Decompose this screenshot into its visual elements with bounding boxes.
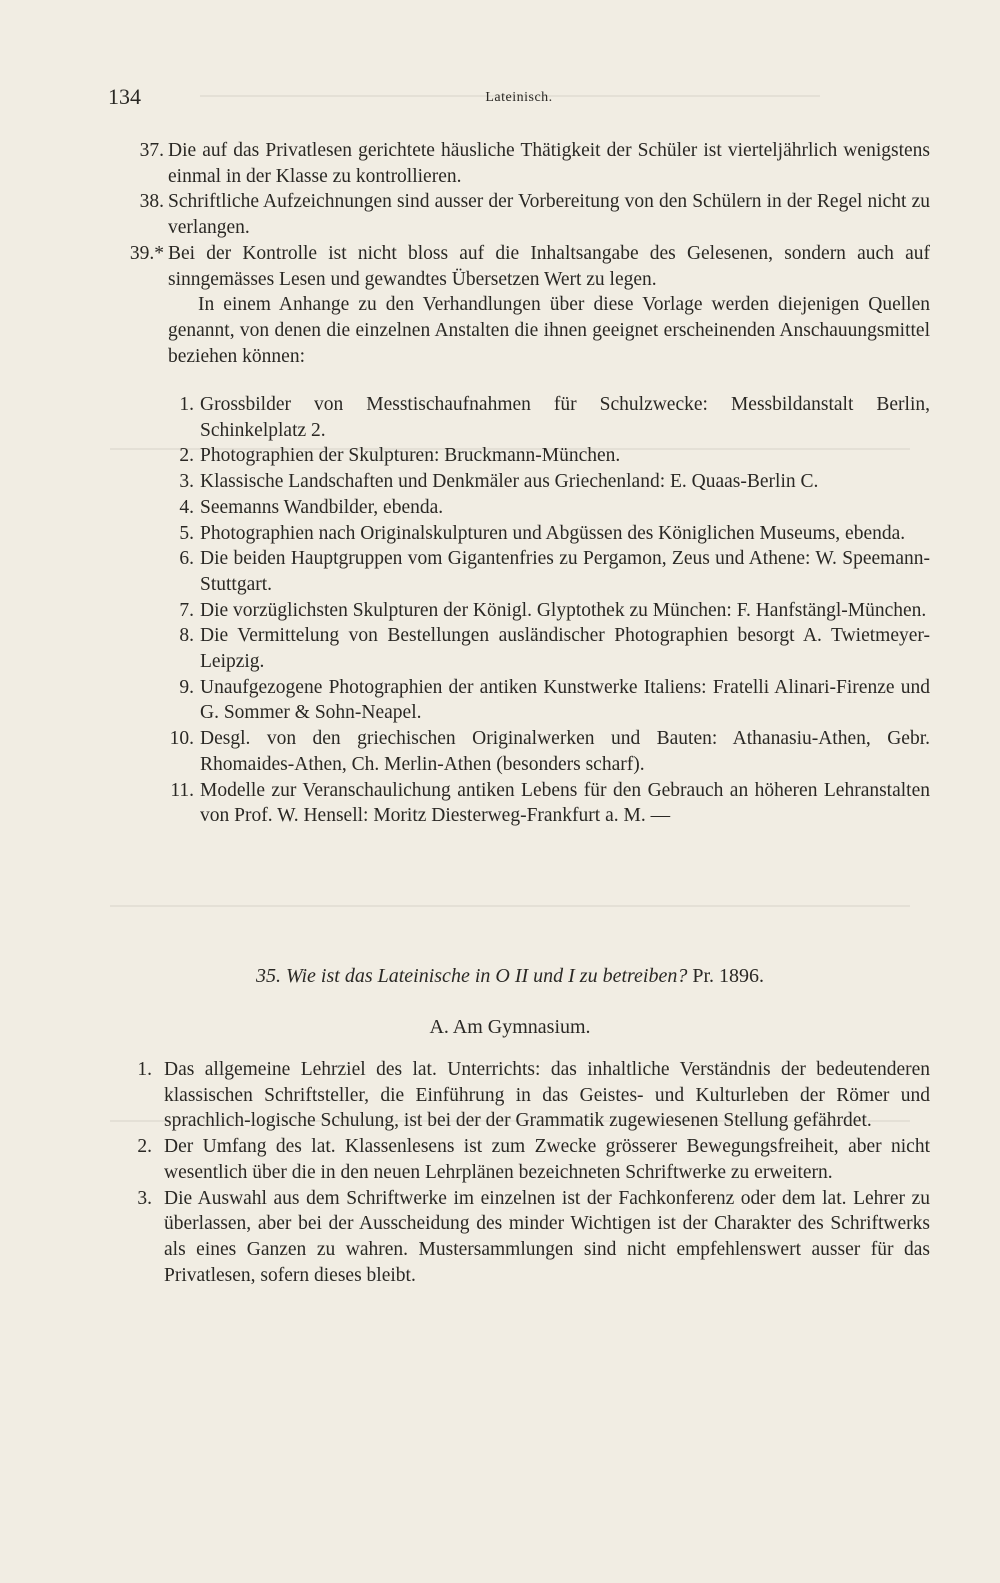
source-item xyxy=(160,546,930,597)
item-number: 1. xyxy=(179,394,194,415)
item-text: Schriftliche Aufzeichnungen sind ausser der Vorbereitung von den Schülern in der Regel nicht zu verlangen. xyxy=(168,191,930,239)
item-text: Die beiden Hauptgruppen vom Gigantenfries zu Pergamon, Zeus und Athene: W. Speemann-Stuttgart. xyxy=(200,548,930,595)
source-item xyxy=(160,598,930,624)
item-text: Modelle zur Veranschaulichung antiken Lebens für den Gebrauch an höheren Lehranstalten von Prof. W. Hensell: Moritz Diesterweg-Frankfurt a. M. — xyxy=(200,779,930,827)
rules-section-continued xyxy=(118,138,930,369)
section-title: Wie ist das Lateinische in O II und I zu betreiben? xyxy=(285,965,688,987)
source-item xyxy=(160,469,930,495)
item-number: 2. xyxy=(179,445,194,467)
item-number: 8. xyxy=(179,625,194,647)
item-text: Das allgemeine Lehrziel des lat. Unterrichts: das inhaltliche Verständnis der bedeutenderen klassischen Schriftsteller, die Einführung in das Geistes- und Kulturleben der Römer und sprachlich-logische Schulung, ist bei der der Grammatik zugewiesenen Stellung gefährdet. xyxy=(164,1059,930,1132)
list-item xyxy=(118,1057,930,1134)
item-text: Die Auswahl aus dem Schriftwerke im einzelnen ist der Fachkonferenz oder dem lat. Lehrer zu überlassen, aber bei der Ausscheidung des minder Wichtigen ist der Charakter des Schriftwerks als eines Ganzen zu wahren. Mustersammlungen sind nicht empfehlenswert ausser für das Privatlesen, sofern dieses bleibt. xyxy=(164,1187,930,1286)
appendix-paragraph: In einem Anhange zu den Verhandlungen über diese Vorlage werden diejenigen Quellen genannt, von denen die einzelnen Anstalten die ihnen geeignet erscheinenden Anschauungsmittel beziehen können: xyxy=(168,294,930,367)
item-text: Die vorzüglichsten Skulpturen der Königl. Glyptothek zu München: F. Hanfstängl-München. xyxy=(200,599,927,621)
item-number: 39.* xyxy=(129,242,164,264)
list-item xyxy=(118,1134,930,1185)
item-number: 11. xyxy=(170,779,194,801)
item-number: 3. xyxy=(137,1187,152,1209)
item-number: 1. xyxy=(137,1059,152,1080)
item-text: Die Vermittelung von Bestellungen ausländischer Photographien besorgt A. Twietmeyer-Leipzig. xyxy=(200,625,930,673)
item-number: 4. xyxy=(179,496,194,518)
item-number: 2. xyxy=(137,1136,152,1158)
list-item xyxy=(118,1186,930,1289)
item-text: Der Umfang des lat. Klassenlesens ist zum Zwecke grösserer Bewegungsfreiheit, aber nicht wesentlich über die in den neuen Lehrplänen bezeichneten Schriftwerke zu erweitern. xyxy=(164,1136,930,1183)
item-text: Klassische Landschaften und Denkmäler aus Griechenland: E. Quaas-Berlin C. xyxy=(200,471,819,493)
page-header xyxy=(108,84,930,114)
item-text: Grossbilder von Messtischaufnahmen für Schulzwecke: Messbildanstalt Berlin, Schinkelplatz 2. xyxy=(200,394,930,441)
list-item xyxy=(118,189,930,240)
section-heading xyxy=(90,965,930,988)
item-text: Photographien nach Originalskulpturen und Abgüssen des Königlichen Museums, ebenda. xyxy=(200,522,906,544)
list-item xyxy=(118,241,930,292)
item-text: Die auf das Privatlesen gerichtete häusliche Thätigkeit der Schüler ist vierteljährlich wenigstens einmal in der Klasse zu kontrollieren. xyxy=(168,140,930,187)
source-item xyxy=(160,675,930,726)
source-item xyxy=(160,623,930,674)
source-item xyxy=(160,726,930,777)
item-number: 7. xyxy=(179,599,194,621)
item-number: 9. xyxy=(179,676,194,698)
item-number: 37. xyxy=(139,140,164,161)
source-item xyxy=(160,521,930,547)
item-text: Desgl. von den griechischen Originalwerken und Bauten: Athanasiu-Athen, Gebr. Rhomaides-Athen, Ch. Merlin-Athen (besonders scharf). xyxy=(200,728,930,775)
list-item xyxy=(118,138,930,189)
source-item xyxy=(160,495,930,521)
source-item xyxy=(160,392,930,443)
item-number: 3. xyxy=(179,471,194,493)
sources-list xyxy=(160,392,930,829)
item-number: 5. xyxy=(179,522,194,544)
item-text: Photographien der Skulpturen: Bruckmann-München. xyxy=(200,445,621,467)
running-head: Lateinisch. xyxy=(485,90,553,105)
item-number: 6. xyxy=(179,548,194,570)
gymnasium-section xyxy=(118,1057,930,1288)
item-text: Seemanns Wandbilder, ebenda. xyxy=(200,496,444,518)
section-source: Pr. 1896. xyxy=(692,965,765,987)
item-text: Unaufgezogene Photographien der antiken Kunstwerke Italiens: Fratelli Alinari-Firenze und G. Sommer & Sohn-Neapel. xyxy=(200,676,930,724)
subheading: A. Am Gymnasium. xyxy=(429,1016,591,1038)
item-number: 38. xyxy=(139,191,164,213)
section-number: 35. xyxy=(255,965,281,987)
item-number: 10. xyxy=(169,728,194,750)
source-item xyxy=(160,443,930,469)
item-text: Bei der Kontrolle ist nicht bloss auf die Inhaltsangabe des Gelesenen, sondern auch auf sinngemässes Lesen und gewandtes Übersetzen Wert zu legen. xyxy=(168,242,930,290)
source-item xyxy=(160,778,930,829)
page-number: 134 xyxy=(108,84,141,109)
